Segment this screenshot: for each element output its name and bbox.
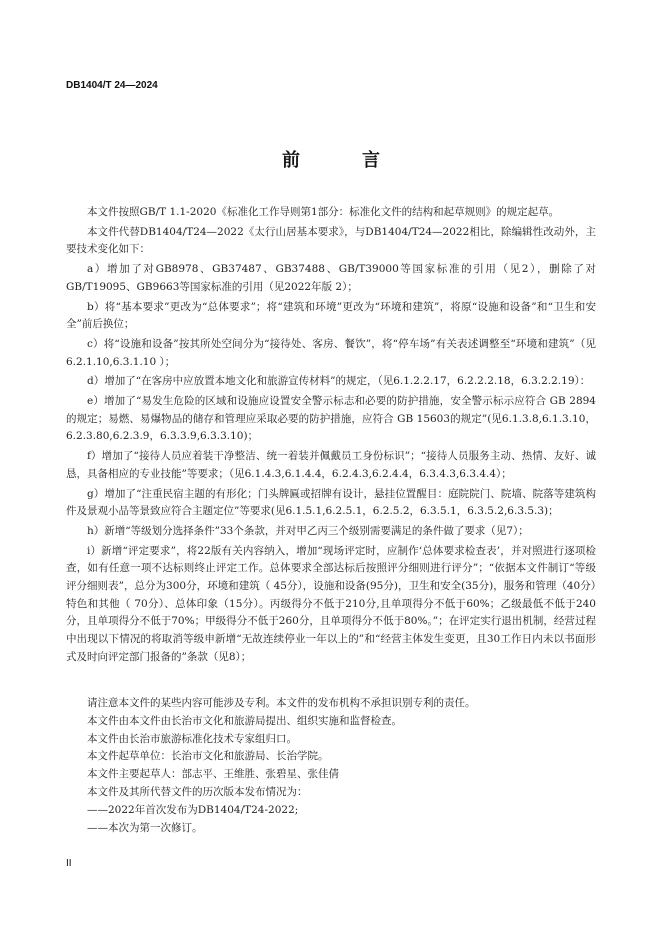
document-notes [66, 695, 596, 837]
foreword-body [66, 204, 596, 669]
paragraph: 本文件代替DB1404/T24—2022《太行山居基本要求》，与DB1404/T24—2022相比，除编辑性改动外，主要技术变化如下： [66, 225, 596, 256]
note-line: 本文件主要起草人：部志平、王维胜、张碧星、张佳倩 [87, 768, 339, 781]
paragraph: c）将“设施和设备”按其所处空间分为“接待处、客房、餐饮”，将“停车场”有关表述调整至“环境和建筑”（见6.2.1.10,6.3.1.10 ）； [66, 337, 596, 368]
paragraph: i）新增“评定要求”，将22版有关内容纳入，增加“现场评定时，应制作‘总体要求检查表’，并对照进行逐项检查，如有任意一项不达标则终止评定工作。总体要求全部达标后按照评分细则进行评分”；“依据本文件制订“等级评分细则表”，总分为300分，环境和建筑（ 45分），设施和设备(95分)，卫生和安全(35分)，服务和管理（40分）特色和其他（ 70分）、总体印象（15分）。丙级得分不低于210分,且单项得分不低于60%；乙级最低不低于240分，且单项得分不低于70%；甲级得分不低于260分，且单项得分不低于80%。”；在评定实行退出机制，经营过程中出现以下情况的将取消等级申新增“无故连续停业一年以上的”和“经营主体发生变更，且30工作日内未以书面形式及时向评定部门报备的”条款（见8）； [66, 544, 596, 663]
document-code: DB1404/T 24—2024 [66, 80, 158, 91]
page-number: II [66, 858, 72, 869]
note-line: 本文件起草单位：长治市文化和旅游局、长治学院。 [87, 750, 329, 763]
note-line: ——本次为第一次修订。 [87, 821, 203, 834]
paragraph: 本文件按照GB/T 1.1-2020《标准化工作导则第1部分：标准化文件的结构和起草规则》的规定起草。 [87, 206, 560, 218]
paragraph: h）新增“等级划分选择条件”33个条款，并对甲乙丙三个级别需要满足的条件做了要求（见7）； [87, 524, 529, 537]
paragraph: b）将“基本要求”更改为“总体要求”；将“建筑和环境”更改为“环境和建筑”，将原“设施和设备”和“卫生和安全”前后换位； [66, 300, 596, 331]
page-title: 前 言 [282, 150, 402, 171]
paragraph: a）增加了对GB8978、GB37487、GB37488、GB/T39000等国家标准的引用（见2），删除了对GB/T19095、GB9663等国家标准的引用（见2022年版 2）； [66, 263, 596, 293]
note-line: 本文件由长治市旅游标准化技术专家组归口。 [87, 732, 297, 745]
note-line: 请注意本文件的某些内容可能涉及专利。本文件的发布机构不承担识别专利的责任。 [87, 697, 476, 709]
paragraph: d）增加了“在客房中应放置本地文化和旅游宣传材料”的规定，（见6.1.2.2.17，6.2.2.2.18，6.3.2.2.19）： [87, 375, 591, 388]
note-line: ——2022年首次发布为DB1404/T24-2022; [87, 803, 299, 816]
paragraph: g）增加了“注重民宿主题的有形化；门头牌匾或招牌有设计，悬挂位置醒目：庭院院门、院墙、院落等建筑构件及景观小品等景致应符合主题定位”等要求(见6.1.5.1,6.2.5.1，6.2.5.2，6.3.5.1，6.3.5.2,6.3.5.3)； [66, 487, 596, 518]
paragraph: f）增加了“接待人员应着装干净整洁、统一着装并佩戴员工身份标识”；“接待人员服务主动、热情、友好、诚恳，具备相应的专业技能”等要求；（见6.1.4.3,6.1.4.4，6.2.4.3,6.2.4.4，6.3.4.3,6.3.4.4）； [66, 450, 596, 480]
paragraph: e）增加了“易发生危险的区域和设施应设置安全警示标志和必要的防护措施，安全警示标示应符合 GB 2894的规定；易燃、易爆物品的储存和管理应采取必要的防护措施，应符合 GB 15603的规定”(见6.1.3.8,6.1.3.10，6.2.3.80,6.2.3.9，6.3.3.9,6.3.3.10)； [66, 395, 596, 443]
note-line: 本文件及其所代替文件的历次版本发布情况为： [87, 785, 308, 798]
note-line: 本文件由本文件由长治市文化和旅游局提出、组织实施和监督检查。 [87, 714, 402, 727]
